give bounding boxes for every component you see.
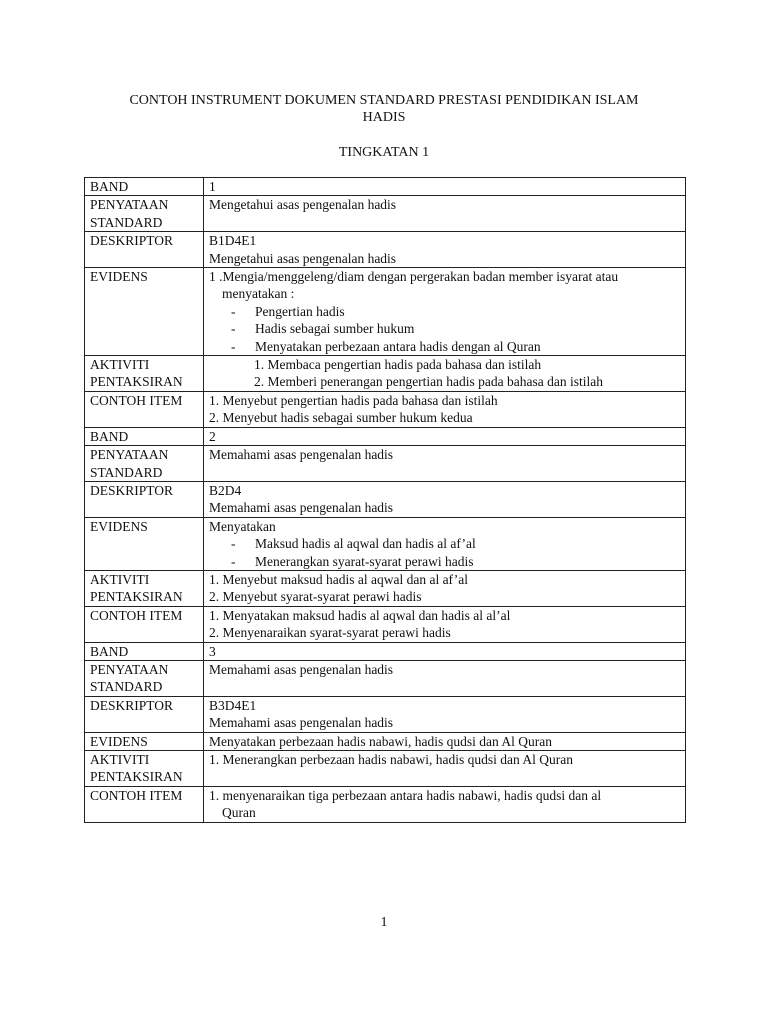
band-value: 3 xyxy=(204,642,686,660)
contoh-value: 1. menyenaraikan tiga perbezaan antara hadis nabawi, hadis qudsi dan al Quran xyxy=(204,786,686,822)
aktiviti-value: 1. Menerangkan perbezaan hadis nabawi, hadis qudsi dan Al Quran xyxy=(204,751,686,787)
penyataan-label: PENYATAAN STANDARD xyxy=(85,446,204,482)
penyataan-value: Mengetahui asas pengenalan hadis xyxy=(204,196,686,232)
penyataan-label: PENYATAAN STANDARD xyxy=(85,196,204,232)
aktiviti-label: AKTIVITI PENTAKSIRAN xyxy=(85,751,204,787)
table-row xyxy=(85,268,686,356)
deskriptor-value: B3D4E1 Memahami asas pengenalan hadis xyxy=(204,696,686,732)
band-label: BAND xyxy=(85,427,204,445)
band-label: BAND xyxy=(85,178,204,196)
table-row xyxy=(85,696,686,732)
band-value: 1 xyxy=(204,178,686,196)
table-row xyxy=(85,517,686,570)
deskriptor-label: DESKRIPTOR xyxy=(85,481,204,517)
table-row xyxy=(85,660,686,696)
list-item: - Hadis sebagai sumber hukum xyxy=(209,320,680,337)
contoh-value: 1. Menyatakan maksud hadis al aqwal dan hadis al al’al 2. Menyenaraikan syarat-syarat perawi hadis xyxy=(204,606,686,642)
band-label: BAND xyxy=(85,642,204,660)
evidens-value: Menyatakan perbezaan hadis nabawi, hadis qudsi dan Al Quran xyxy=(204,732,686,750)
deskriptor-value: B2D4 Memahami asas pengenalan hadis xyxy=(204,481,686,517)
contoh-label: CONTOH ITEM xyxy=(85,786,204,822)
table-row xyxy=(85,751,686,787)
table-row xyxy=(85,570,686,606)
aktiviti-label: AKTIVITI PENTAKSIRAN xyxy=(85,356,204,392)
evidens-label: EVIDENS xyxy=(85,517,204,570)
evidens-label: EVIDENS xyxy=(85,268,204,356)
aktiviti-label: AKTIVITI PENTAKSIRAN xyxy=(85,570,204,606)
table-row xyxy=(85,786,686,822)
evidens-value: Menyatakan - Maksud hadis al aqwal dan hadis al af’al - Menerangkan syarat-syarat perawi hadis xyxy=(204,517,686,570)
table-row xyxy=(85,732,686,750)
table-row xyxy=(85,232,686,268)
list-item: - Pengertian hadis xyxy=(209,303,680,320)
deskriptor-label: DESKRIPTOR xyxy=(85,696,204,732)
table-row xyxy=(85,178,686,196)
deskriptor-label: DESKRIPTOR xyxy=(85,232,204,268)
list-item: 1. Membaca pengertian hadis pada bahasa dan istilah xyxy=(254,357,542,373)
deskriptor-value: B1D4E1 Mengetahui asas pengenalan hadis xyxy=(204,232,686,268)
document-title: CONTOH INSTRUMENT DOKUMEN STANDARD PRESTASI PENDIDIKAN ISLAM xyxy=(129,93,639,108)
list-item: - Menyatakan perbezaan antara hadis dengan al Quran xyxy=(209,338,680,355)
penyataan-label: PENYATAAN STANDARD xyxy=(85,660,204,696)
table-row xyxy=(85,356,686,392)
aktiviti-value: 1. Menyebut maksud hadis al aqwal dan al af’al 2. Menyebut syarat-syarat perawi hadis xyxy=(204,570,686,606)
evidens-label: EVIDENS xyxy=(85,732,204,750)
list-item: - Menerangkan syarat-syarat perawi hadis xyxy=(209,553,680,570)
document-level: TINGKATAN 1 xyxy=(338,145,430,160)
table-row xyxy=(85,446,686,482)
table-row xyxy=(85,606,686,642)
list-item: 2. Memberi penerangan pengertian hadis pada bahasa dan istilah xyxy=(254,374,603,390)
table-row xyxy=(85,427,686,445)
standard-table xyxy=(84,177,686,823)
table-row xyxy=(85,481,686,517)
list-item: - Maksud hadis al aqwal dan hadis al af’al xyxy=(209,535,680,552)
page-number: 1 xyxy=(380,915,388,930)
contoh-label: CONTOH ITEM xyxy=(85,391,204,427)
contoh-label: CONTOH ITEM xyxy=(85,606,204,642)
contoh-value: 1. Menyebut pengertian hadis pada bahasa dan istilah 2. Menyebut hadis sebagai sumber hukum kedua xyxy=(204,391,686,427)
table-row xyxy=(85,642,686,660)
document-subject: HADIS xyxy=(362,110,406,125)
table-row xyxy=(85,391,686,427)
penyataan-value: Memahami asas pengenalan hadis xyxy=(204,660,686,696)
band-value: 2 xyxy=(204,427,686,445)
evidens-value: 1 .Mengia/menggeleng/diam dengan pergerakan badan member isyarat atau menyatakan : - Pengertian hadis - Hadis sebagai sumber hukum - Menyatakan perbezaan antara hadis dengan al Quran xyxy=(204,268,686,356)
aktiviti-value xyxy=(204,356,686,392)
table-row xyxy=(85,196,686,232)
penyataan-value: Memahami asas pengenalan hadis xyxy=(204,446,686,482)
